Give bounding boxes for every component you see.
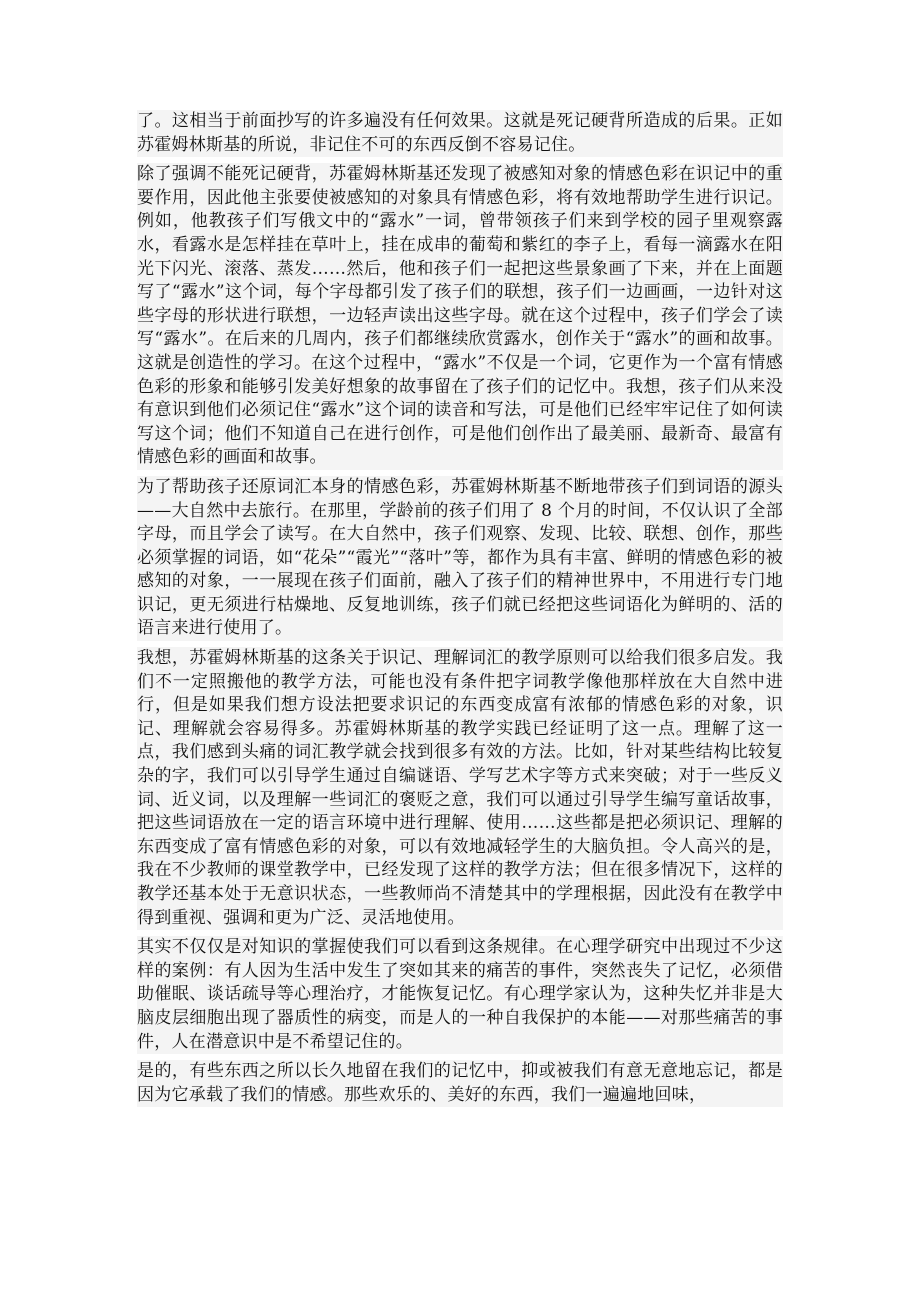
paragraph-3: 为了帮助孩子还原词汇本身的情感色彩，苏霍姆林斯基不断地带孩子们到词语的源头——大自然中去旅行。在那里，学龄前的孩子们用了 8 个月的时间，不仅认识了全部字母，而且学会了读写。在大自然中，孩子们观察、发现、比较、联想、创作，那些必须掌握的词语，如“花朵”“霞光”“落叶”等，都作为具有丰富、鲜明的情感色彩的被感知的对象，一一展现在孩子们面前，融入了孩子们的精神世界中，不用进行专门地识记，更无须进行枯燥地、反复地训练，孩子们就已经把这些词语化为鲜明的、活的语言来进行使用了。: [137, 476, 783, 641]
document-body: [137, 110, 783, 1113]
paragraph-1: 了。这相当于前面抄写的许多遍没有任何效果。这就是死记硬背所造成的后果。正如苏霍姆林斯基的所说，非记住不可的东西反倒不容易记住。: [137, 110, 783, 157]
paragraph-6: 是的，有些东西之所以长久地留在我们的记忆中，抑或被我们有意无意地忘记，都是因为它承载了我们的情感。那些欢乐的、美好的东西，我们一遍遍地回味，: [137, 1060, 783, 1107]
paragraph-4: 我想，苏霍姆林斯基的这条关于识记、理解词汇的教学原则可以给我们很多启发。我们不一定照搬他的教学方法，可能也没有条件把字词教学像他那样放在大自然中进行，但是如果我们想方设法把要求识记的东西变成富有浓郁的情感色彩的对象，识记、理解就会容易得多。苏霍姆林斯基的教学实践已经证明了这一点。理解了这一点，我们感到头痛的词汇教学就会找到很多有效的方法。比如，针对某些结构比较复杂的字，我们可以引导学生通过自编谜语、学写艺术字等方式来突破；对于一些反义词、近义词，以及理解一些词汇的褒贬之意，我们可以通过引导学生编写童话故事，把这些词语放在一定的语言环境中进行理解、使用……这些都是把必须识记、理解的东西变成了富有情感色彩的对象，可以有效地减轻学生的大脑负担。令人高兴的是，我在不少教师的课堂教学中，已经发现了这样的教学方法；但在很多情况下，这样的教学还基本处于无意识状态，一些教师尚不清楚其中的学理根据，因此没有在教学中得到重视、强调和更为广泛、灵活地使用。: [137, 647, 783, 930]
paragraph-2: 除了强调不能死记硬背，苏霍姆林斯基还发现了被感知对象的情感色彩在识记中的重要作用，因此他主张要使被感知的对象具有情感色彩，将有效地帮助学生进行识记。例如，他教孩子们写俄文中的“露水”一词，曾带领孩子们来到学校的园子里观察露水，看露水是怎样挂在草叶上，挂在成串的葡萄和紫红的李子上，看每一滴露水在阳光下闪光、滚落、蒸发……然后，他和孩子们一起把这些景象画了下来，并在上面题写了“露水”这个词，每个字母都引发了孩子们的联想，孩子们一边画画，一边针对这些字母的形状进行联想，一边轻声读出这些字母。就在这个过程中，孩子们学会了读写“露水”。在后来的几周内，孩子们都继续欣赏露水，创作关于“露水”的画和故事。这就是创造性的学习。在这个过程中，“露水”不仅是一个词，它更作为一个富有情感色彩的形象和能够引发美好想象的故事留在了孩子们的记忆中。我想，孩子们从来没有意识到他们必须记住“露水”这个词的读音和写法，可是他们已经牢牢记住了如何读写这个词；他们不知道自己在进行创作，可是他们创作出了最美丽、最新奇、最富有情感色彩的画面和故事。: [137, 163, 783, 470]
paragraph-5: 其实不仅仅是对知识的掌握使我们可以看到这条规律。在心理学研究中出现过不少这样的案例：有人因为生活中发生了突如其来的痛苦的事件，突然丧失了记忆，必须借助催眠、谈话疏导等心理治疗，才能恢复记忆。有心理学家认为，这种失忆并非是大脑皮层细胞出现了器质性的病变，而是人的一种自我保护的本能——对那些痛苦的事件，人在潜意识中是不希望记住的。: [137, 936, 783, 1054]
